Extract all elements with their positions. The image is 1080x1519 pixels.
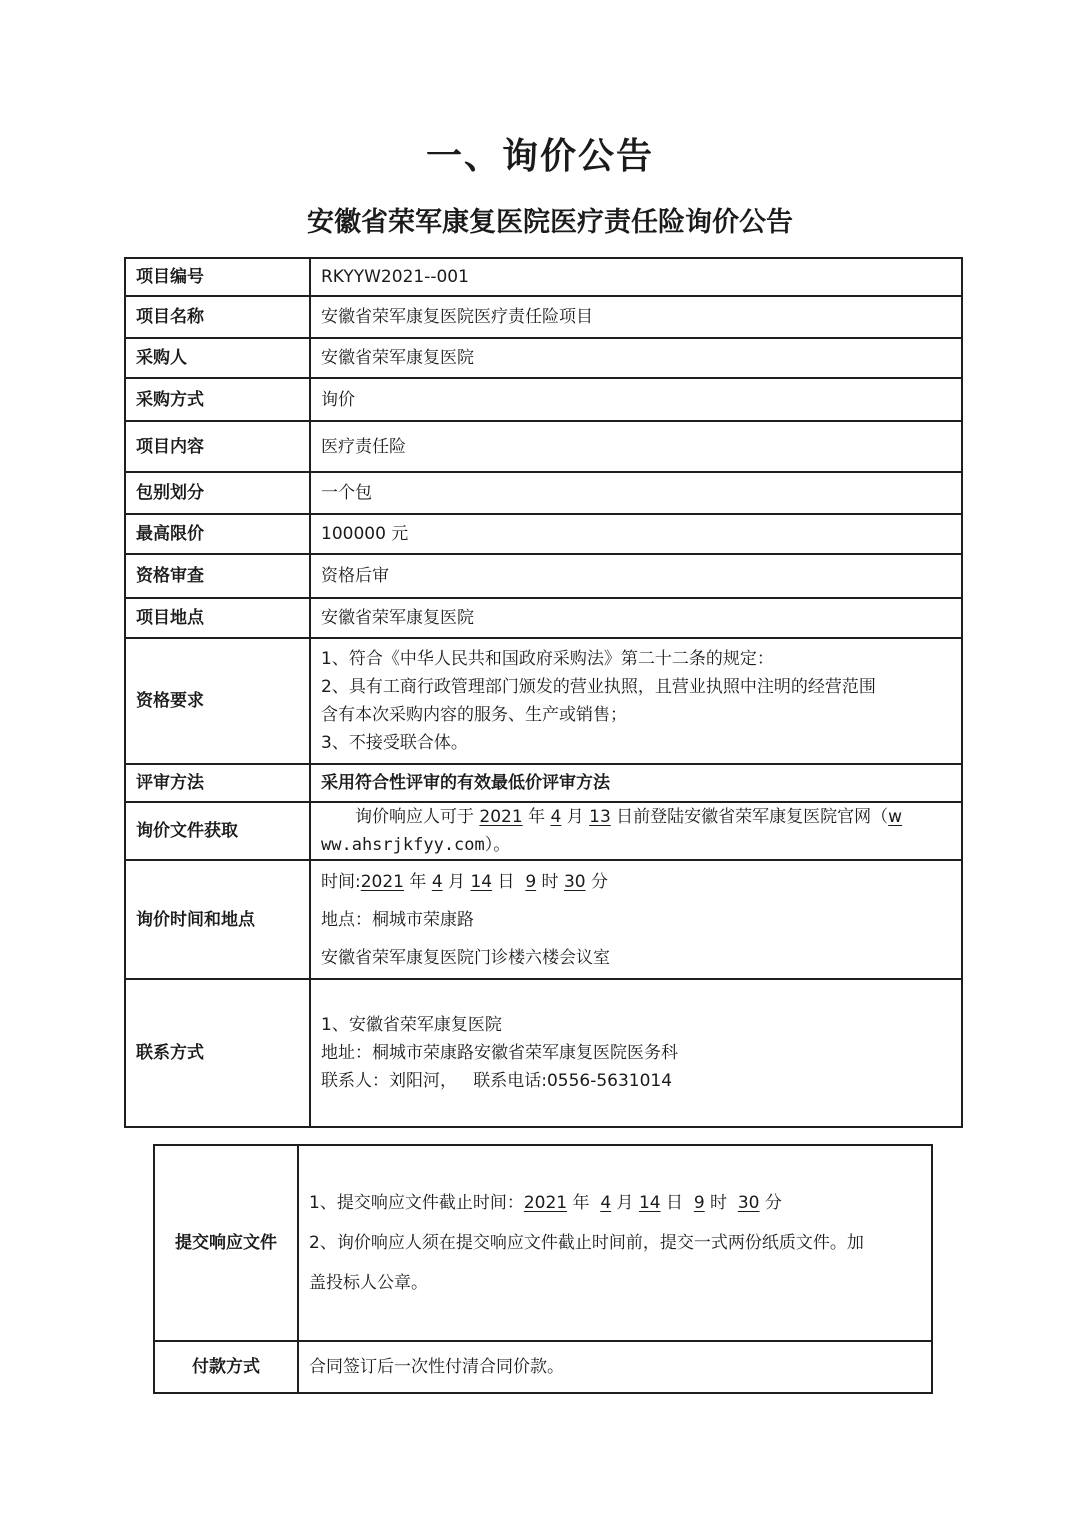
- location-label: 项目地点: [125, 598, 310, 638]
- inquiry-minute: 30: [563, 871, 586, 892]
- submit-value: [298, 1145, 932, 1341]
- max-price-value: 100000 元: [310, 514, 962, 554]
- inquiry-hour: 9: [525, 871, 537, 892]
- document-line-2: [321, 831, 951, 859]
- inquiry-hour-unit: 时: [541, 871, 559, 892]
- document-year: 2021: [479, 807, 523, 827]
- table-row: [154, 1341, 932, 1393]
- inquiry-year-unit: 年: [409, 871, 427, 892]
- submit-hour: 9: [693, 1193, 705, 1213]
- inquiry-month: 4: [431, 871, 443, 892]
- submit-deadline: [309, 1183, 921, 1223]
- inquiry-label: 询价时间和地点: [125, 860, 310, 979]
- table-row: [125, 764, 962, 802]
- document-text: 询价响应人可于: [355, 807, 474, 827]
- purchaser-value: 安徽省荣军康复医院: [310, 338, 962, 378]
- review-value: 资格后审: [310, 554, 962, 598]
- qualification-label: 资格要求: [125, 638, 310, 764]
- contact-label: 联系方式: [125, 979, 310, 1127]
- announcement-title: 安徽省荣军康复医院医疗责任险询价公告: [307, 207, 793, 238]
- submit-day-unit: 日: [666, 1193, 683, 1213]
- table-row: [125, 860, 962, 979]
- inquiry-value: [310, 860, 962, 979]
- document-value: [310, 802, 962, 860]
- project-name-label: 项目名称: [125, 296, 310, 338]
- qualification-line: 1、符合《中华人民共和国政府采购法》第二十二条的规定：: [321, 649, 774, 669]
- table-row: [125, 554, 962, 598]
- purchaser-label: 采购人: [125, 338, 310, 378]
- table-row: [125, 296, 962, 338]
- submit-deadline-prefix: 1、提交响应文件截止时间：: [309, 1193, 524, 1213]
- submit-day: 14: [638, 1193, 661, 1213]
- method-label: 采购方式: [125, 378, 310, 421]
- table-row: [125, 638, 962, 764]
- project-no-label: 项目编号: [125, 258, 310, 296]
- inquiry-time-prefix: 时间:: [321, 871, 361, 892]
- contact-line2: 地址：桐城市荣康路安徽省荣军康复医院医务科: [321, 1043, 678, 1063]
- inquiry-month-unit: 月: [448, 871, 466, 892]
- review-label: 资格审查: [125, 554, 310, 598]
- package-value: 一个包: [310, 472, 962, 514]
- document-end-text: ）。: [484, 835, 511, 855]
- table-row: [125, 338, 962, 378]
- submit-line3: 盖投标人公章。: [309, 1273, 428, 1293]
- qualification-line: 3、不接受联合体。: [321, 733, 468, 753]
- table-row: [125, 258, 962, 296]
- payment-value: 合同签订后一次性付清合同价款。: [298, 1341, 932, 1393]
- inquiry-minute-unit: 分: [591, 871, 608, 892]
- submit-year: 2021: [523, 1193, 568, 1213]
- table-row: [125, 598, 962, 638]
- qualification-line: 2、具有工商行政管理部门颁发的营业执照，且营业执照中注明的经营范围: [321, 677, 876, 697]
- package-label: 包别划分: [125, 472, 310, 514]
- document-day-text: 日前登陆安徽省荣军康复医院官网（: [616, 807, 889, 827]
- evaluation-label: 评审方法: [125, 764, 310, 802]
- inquiry-time: [321, 863, 951, 901]
- document-month: 4: [550, 807, 562, 827]
- document-month-unit: 月: [566, 807, 584, 827]
- table-row: [154, 1145, 932, 1341]
- submit-minute: 30: [737, 1193, 760, 1213]
- inquiry-place-line2: 安徽省荣军康复医院门诊楼六楼会议室: [321, 947, 610, 968]
- content-value: 医疗责任险: [310, 421, 962, 472]
- table-row: [125, 802, 962, 860]
- submit-month: 4: [600, 1193, 612, 1213]
- website-link-part1[interactable]: w: [888, 807, 903, 827]
- submit-line2: 2、询价响应人须在提交响应文件截止时间前，提交一式两份纸质文件。加: [309, 1233, 864, 1253]
- table-row: [125, 514, 962, 554]
- table-row: [125, 979, 962, 1127]
- contact-value: [310, 979, 962, 1127]
- table-row: [125, 378, 962, 421]
- inquiry-day-unit: 日: [497, 871, 515, 892]
- table-row: [125, 472, 962, 514]
- document-day: 13: [589, 807, 611, 827]
- submit-minute-unit: 分: [764, 1193, 782, 1213]
- document-line-1: [321, 803, 951, 831]
- submit-label: 提交响应文件: [154, 1145, 298, 1341]
- evaluation-value: 采用符合性评审的有效最低价评审方法: [310, 764, 962, 802]
- submit-hour-unit: 时: [710, 1193, 728, 1213]
- table-row: [125, 421, 962, 472]
- qualification-line: 含有本次采购内容的服务、生产或销售；: [321, 705, 627, 725]
- max-price-label: 最高限价: [125, 514, 310, 554]
- inquiry-place-line1: 地点：桐城市荣康路: [321, 909, 474, 930]
- method-value: 询价: [310, 378, 962, 421]
- project-no-value: RKYYW2021--001: [310, 258, 962, 296]
- document-label: 询价文件获取: [125, 802, 310, 860]
- location-value: 安徽省荣军康复医院: [310, 598, 962, 638]
- inquiry-day: 14: [470, 871, 493, 892]
- submit-year-unit: 年: [572, 1193, 590, 1213]
- inquiry-year: 2021: [360, 871, 404, 892]
- submission-table: [153, 1144, 933, 1394]
- submit-month-unit: 月: [616, 1193, 634, 1213]
- content-label: 项目内容: [125, 421, 310, 472]
- page-title: 一、询价公告: [425, 136, 654, 177]
- contact-line3: 联系人：刘阳河， 联系电话:0556-5631014: [321, 1071, 673, 1091]
- contact-line1: 1、安徽省荣军康复医院: [321, 1015, 502, 1035]
- payment-label: 付款方式: [154, 1341, 298, 1393]
- project-info-table: [124, 257, 963, 1128]
- document-year-unit: 年: [528, 807, 546, 827]
- website-link-part2[interactable]: ww.ahsrjkfyy.com: [321, 835, 485, 855]
- project-name-value: 安徽省荣军康复医院医疗责任险项目: [310, 296, 962, 338]
- qualification-value: [310, 638, 962, 764]
